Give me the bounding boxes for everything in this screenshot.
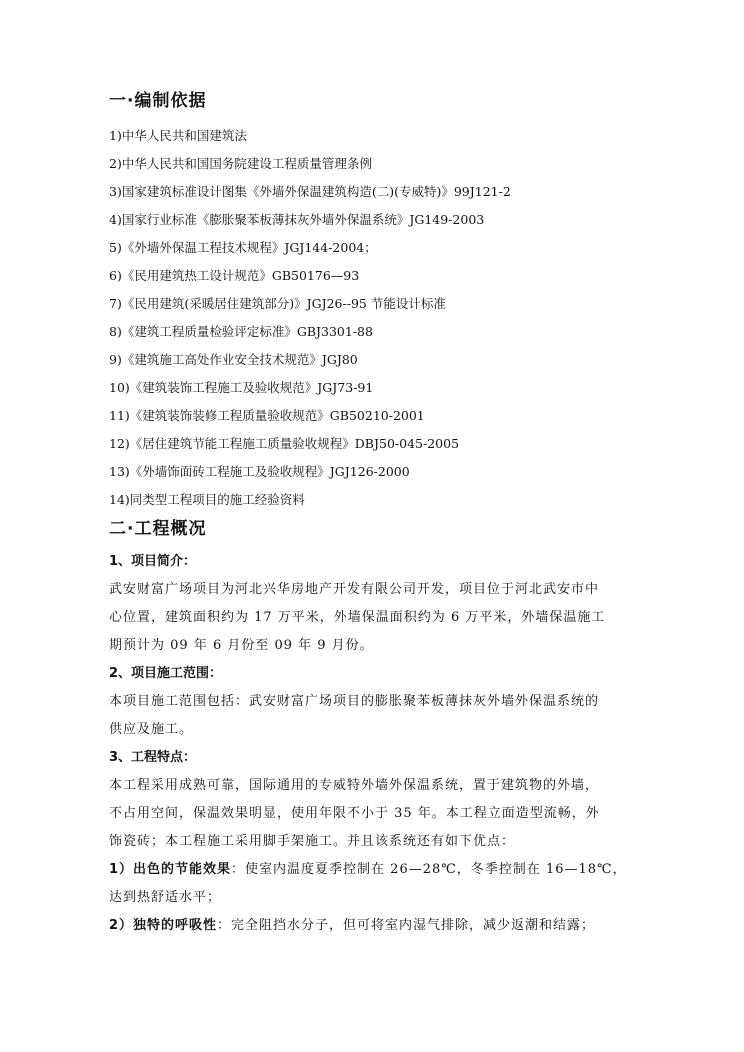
paragraph-line: 不占用空间，保温效果明显，使用年限不小于 35 年。本工程立面造型流畅，外	[109, 806, 600, 821]
paragraph-line: 本工程采用成熟可靠，国际通用的专威特外墙外保温系统，置于建筑物的外墙，	[109, 778, 600, 793]
paragraph-line: 本项目施工范围包括：武安财富广场项目的膨胀聚苯板薄抹灰外墙外保温系统的	[109, 694, 600, 709]
reference-item: 8)《建筑工程质量检验评定标准》GBJ3301-88	[109, 324, 373, 339]
document-content	[109, 88, 637, 940]
reference-item: 7)《民用建筑(采暖居住建筑部分)》JGJ26--95 节能设计标准	[109, 296, 446, 311]
feature-point-breathability	[109, 912, 637, 940]
subsection-title-construction-scope: 2、项目施工范围：	[109, 666, 223, 681]
reference-item: 14)同类型工程项目的施工经验资料	[109, 492, 305, 507]
feature-text: ：完全阻挡水分子，但可将室内湿气排除，减少返潮和结露；	[217, 918, 596, 933]
paragraph-line: 心位置，建筑面积约为 17 万平米，外墙保温面积约为 6 万平米，外墙保温施工	[109, 610, 606, 625]
reference-item: 3)国家建筑标准设计图集《外墙外保温建筑构造(二)(专威特)》99J121-2	[109, 184, 511, 199]
paragraph-line	[109, 912, 637, 940]
feature-lead: 2）独特的呼吸性	[109, 918, 218, 933]
feature-lead: 1）出色的节能效果	[109, 862, 232, 877]
paragraph-line: 供应及施工。	[109, 722, 194, 737]
subsection-title-project-intro: 1、项目简介：	[109, 554, 197, 569]
reference-item: 2)中华人民共和国国务院建设工程质量管理条例	[109, 156, 372, 171]
reference-item: 11)《建筑装饰装修工程质量验收规范》GB50210-2001	[109, 408, 425, 423]
reference-item: 12)《居住建筑节能工程施工质量验收规程》DBJ50-045-2005	[109, 436, 460, 451]
reference-item: 4)国家行业标准《膨胀聚苯板薄抹灰外墙外保温系统》JG149-2003	[109, 212, 485, 227]
paragraph-line: 饰瓷砖；本工程施工采用脚手架施工。并且该系统还有如下优点：	[109, 834, 516, 849]
subsection-title-project-features: 3、工程特点：	[109, 750, 197, 765]
feature-text: ：使室内温度夏季控制在 26—28℃，冬季控制在 16—18℃，	[231, 862, 627, 877]
reference-item: 6)《民用建筑热工设计规范》GB50176—93	[109, 268, 360, 283]
project-intro-paragraph	[109, 576, 637, 660]
paragraph-line: 达到热舒适水平；	[109, 890, 222, 905]
paragraph-line: 期预计为 09 年 6 月份至 09 年 9 月份。	[109, 638, 374, 653]
feature-point-energy-saving	[109, 856, 637, 912]
paragraph-line	[109, 856, 637, 884]
project-features-paragraph	[109, 772, 637, 856]
reference-item: 10)《建筑装饰工程施工及验收规范》JGJ73-91	[109, 380, 374, 395]
paragraph-line: 武安财富广场项目为河北兴华房地产开发有限公司开发，项目位于河北武安市中	[109, 582, 600, 597]
reference-item: 9)《建筑施工高处作业安全技术规范》JGJ80	[109, 352, 358, 367]
reference-item: 13)《外墙饰面砖工程施工及验收规程》JGJ126-2000	[109, 464, 410, 479]
section-title-project-overview: 二·工程概况	[109, 519, 207, 539]
reference-item: 1)中华人民共和国建筑法	[109, 128, 247, 143]
section-title-compilation-basis: 一·编制依据	[109, 91, 207, 111]
reference-list	[109, 122, 637, 514]
construction-scope-paragraph	[109, 688, 637, 744]
reference-item: 5)《外墙外保温工程技术规程》JGJ144-2004；	[109, 240, 377, 255]
